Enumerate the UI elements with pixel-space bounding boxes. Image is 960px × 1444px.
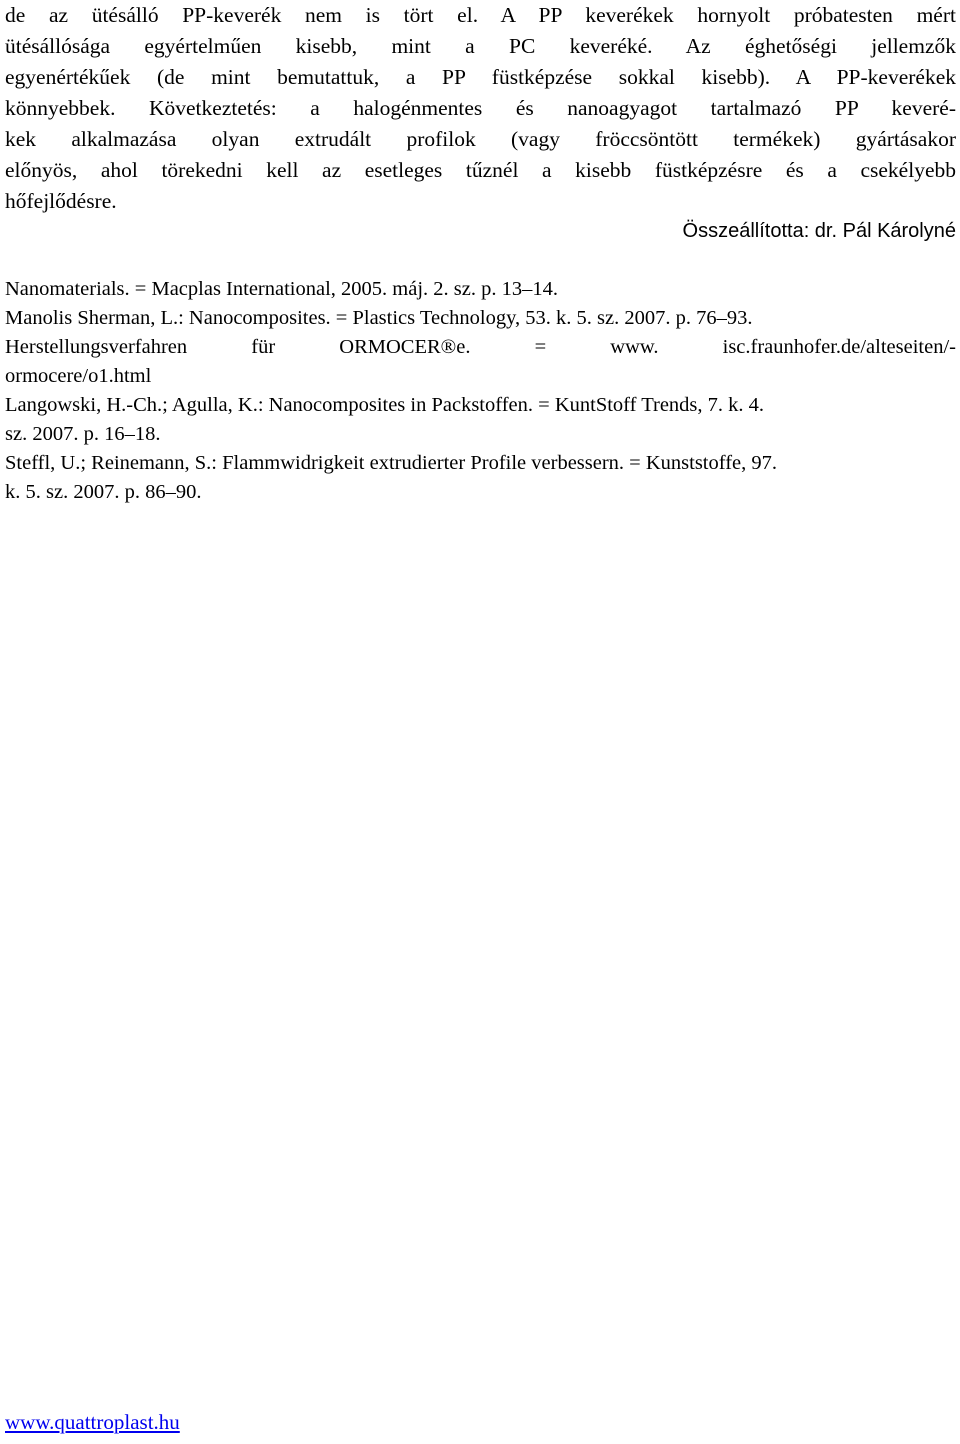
body-line: de az ütésálló PP-keverék nem is tört el. A PP keverékek hornyolt próbatesten mért [5,3,956,27]
reference-entry: Nanomaterials. = Macplas International, 2005. máj. 2. sz. p. 13–14. [5,278,558,300]
body-line: könnyebbek. Következtetés: a halogénmentes és nanoagyagot tartalmazó PP keveré- [5,96,956,120]
body-line: kek alkalmazása olyan extrudált profilok (vagy fröccsöntött termékek) gyártásakor [5,127,956,151]
reference-entry: Manolis Sherman, L.: Nanocomposites. = Plastics Technology, 53. k. 5. sz. 2007. p. 76–93. [5,307,753,329]
reference-entry-continued: sz. 2007. p. 16–18. [5,423,161,445]
body-line: hőfejlődésre. [5,189,117,213]
reference-entry: Langowski, H.-Ch.; Agulla, K.: Nanocomposites in Packstoffen. = KuntStoff Trends, 7. k. 4. [5,394,765,416]
body-line: egyenértékűek (de mint bemutattuk, a PP füstképzése sokkal kisebb). A PP-keverékek [5,65,956,89]
reference-entry: Steffl, U.; Reinemann, S.: Flammwidrigkeit extrudierter Profile verbessern. = Kunststoffe, 97. [5,452,778,474]
reference-entry-continued: k. 5. sz. 2007. p. 86–90. [5,481,202,503]
author-signature: Összeállította: dr. Pál Károlyné [682,220,956,242]
footer-website-link[interactable]: www.quattroplast.hu [5,1410,180,1434]
reference-entry-continued: ormocere/o1.html [5,365,152,387]
body-line: ütésállósága egyértelműen kisebb, mint a PC keveréké. Az éghetőségi jellemzők [5,34,956,58]
body-line: előnyös, ahol törekedni kell az esetleges tűznél a kisebb füstképzésre és a csekélyebb [5,158,956,182]
reference-entry: Herstellungsverfahren für ORMOCER®e. = www. isc.fraunhofer.de/alteseiten/- [5,336,956,358]
